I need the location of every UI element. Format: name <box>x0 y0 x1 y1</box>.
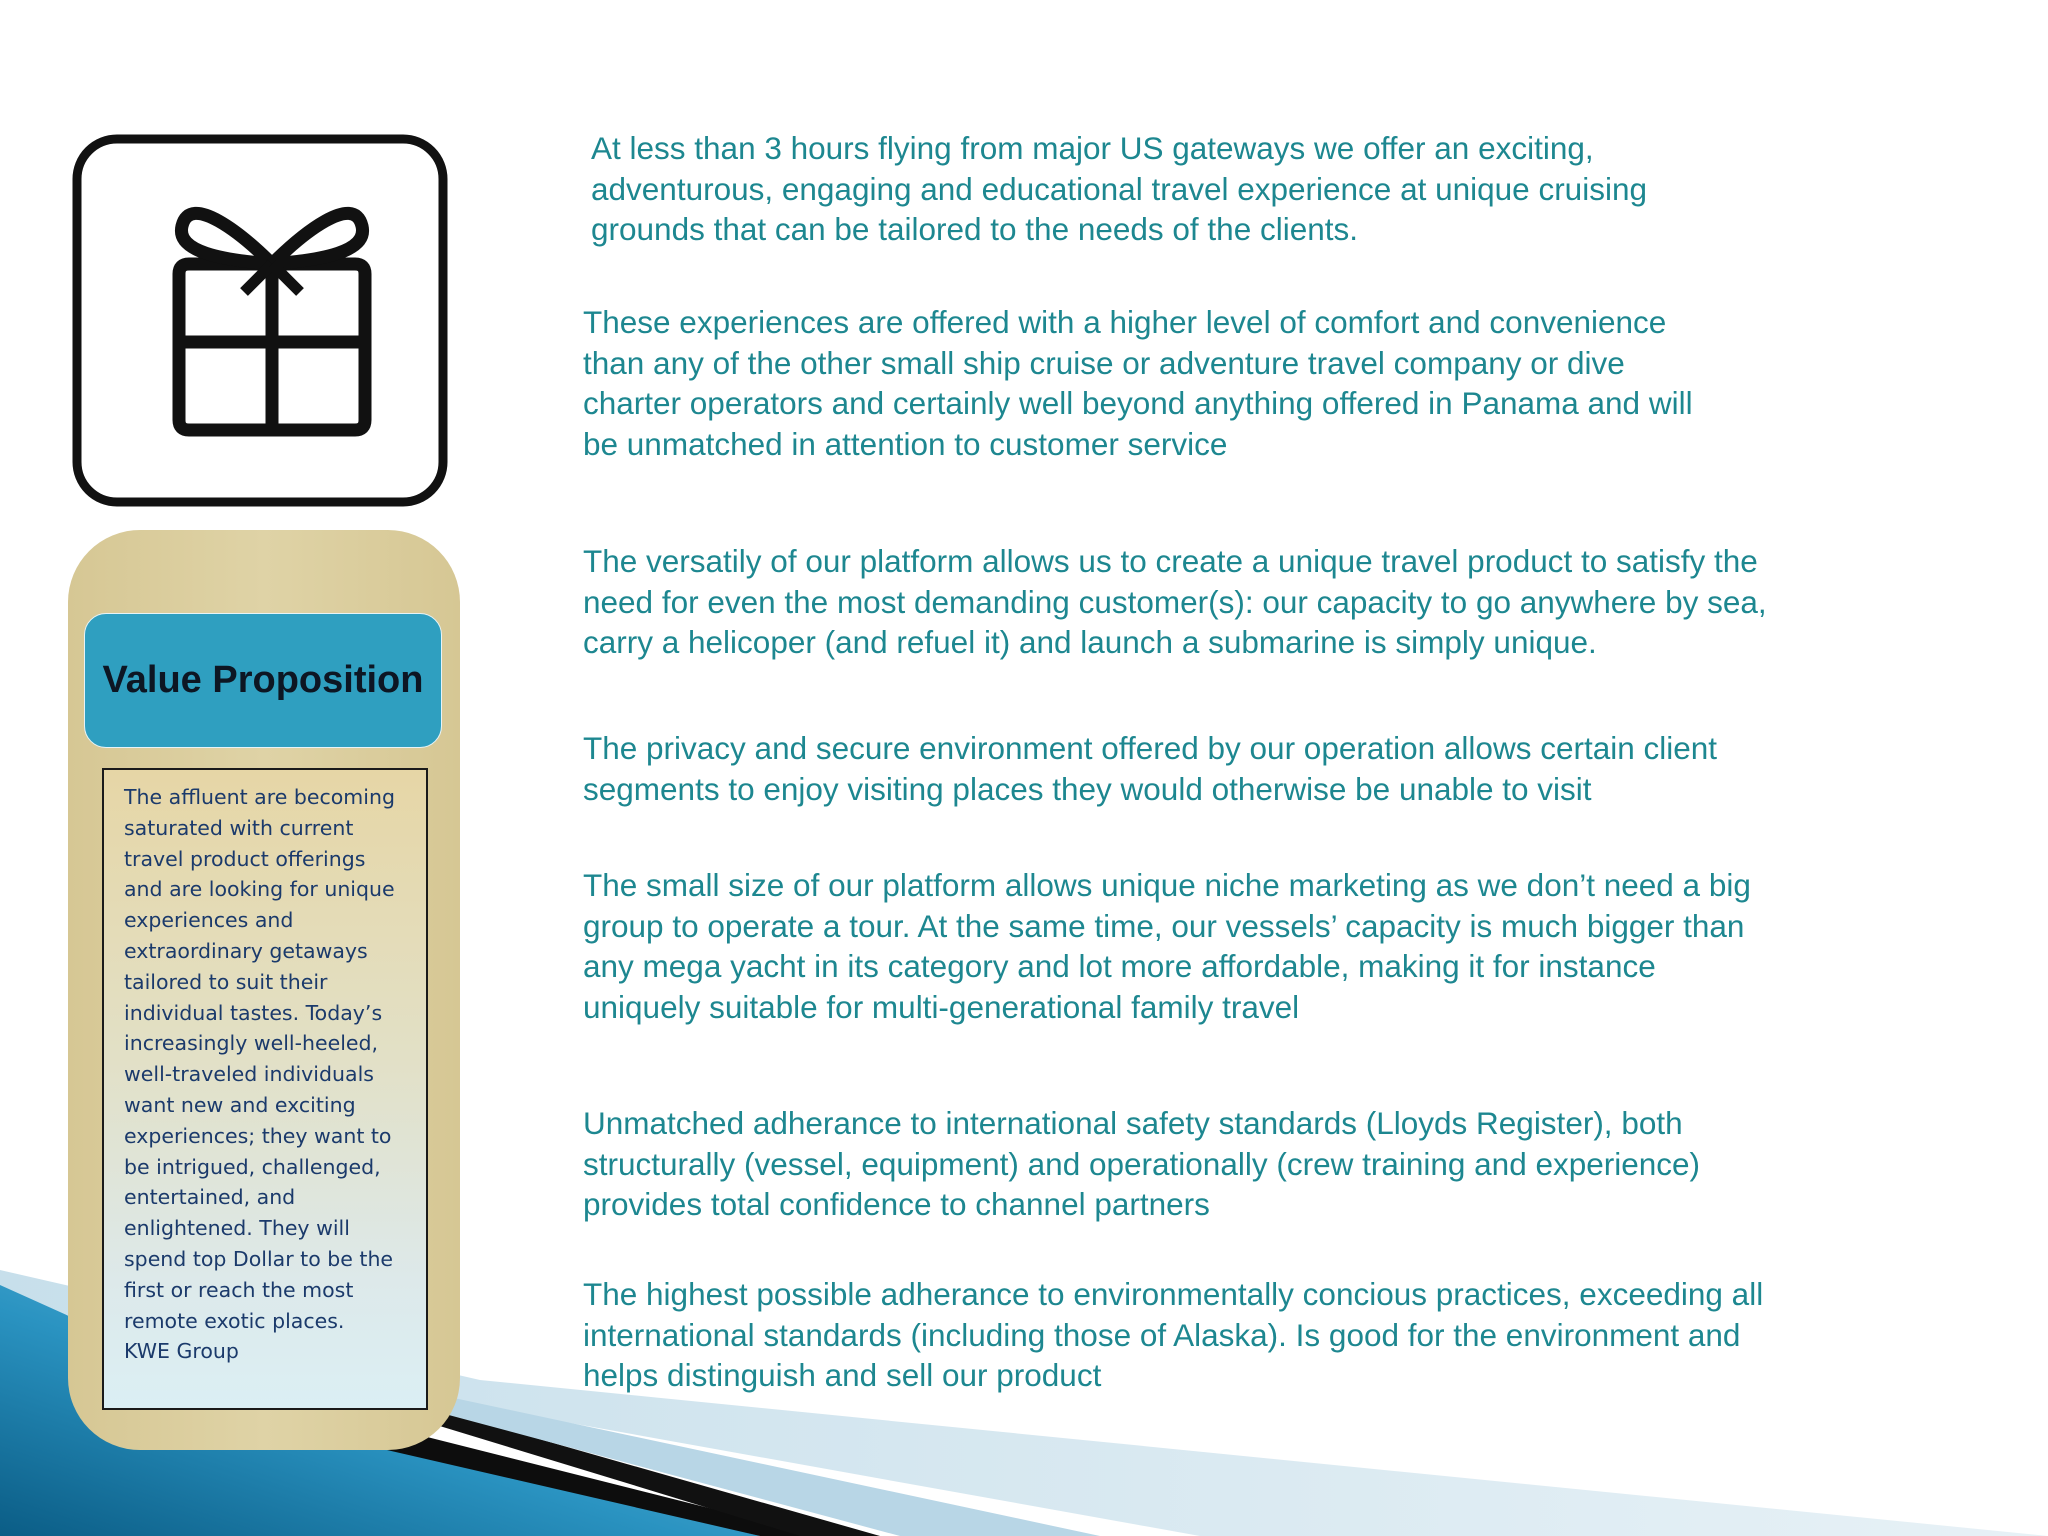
paragraph-line: than any of the other small ship cruise or adventure travel company or dive <box>583 344 1625 381</box>
paragraph-environment <box>583 1274 1913 1396</box>
paragraph-line: The small size of our platform allows unique niche marketing as we don’t need a big <box>583 867 1751 903</box>
paragraph-line: These experiences are offered with a higher level of comfort and convenience <box>583 304 1667 340</box>
paragraph-line: structurally (vessel, equipment) and operationally (crew training and experience) <box>583 1145 1701 1182</box>
paragraph-line: international standards (including those of Alaska). Is good for the environment and <box>583 1316 1741 1353</box>
vp-line: travel product offerings <box>124 846 366 871</box>
paragraph-travel-experience <box>591 128 1921 250</box>
paragraph-privacy <box>583 728 1913 809</box>
vp-line: spend top Dollar to be the <box>124 1246 394 1271</box>
paragraph-line: uniquely suitable for multi-generational family travel <box>583 989 1300 1026</box>
vp-line: well-traveled individuals <box>124 1062 374 1087</box>
paragraph-versatility <box>583 541 1913 663</box>
vp-line: and are looking for unique <box>124 877 395 902</box>
vp-line: extraordinary getaways <box>124 938 368 963</box>
vp-line: The affluent are becoming <box>124 785 395 809</box>
paragraph-line: helps distinguish and sell our product <box>583 1357 1102 1394</box>
vp-line: remote exotic places. <box>124 1308 345 1333</box>
paragraph-line: any mega yacht in its category and lot more affordable, making it for instance <box>583 948 1656 985</box>
value-proposition-panel <box>68 530 460 1450</box>
paragraph-line: adventurous, engaging and educational travel experience at unique cruising <box>591 170 1647 207</box>
value-proposition-header <box>84 613 442 748</box>
vp-line: experiences and <box>124 908 294 933</box>
gift-icon <box>72 134 450 507</box>
paragraph-line: The privacy and secure environment offered by our operation allows certain client <box>583 730 1718 766</box>
paragraph-line: Unmatched adherance to international safety standards (Lloyds Register), both <box>583 1105 1683 1141</box>
vp-line: saturated with current <box>124 815 354 840</box>
paragraph-comfort <box>583 302 1913 465</box>
paragraph-line: carry a helicoper (and refuel it) and launch a submarine is simply unique. <box>583 624 1597 661</box>
paragraph-line: The versatily of our platform allows us to create a unique travel product to satisfy the <box>583 543 1758 579</box>
value-proposition-text-box <box>102 768 428 1410</box>
paragraph-small-size <box>583 865 1913 1028</box>
value-proposition-text <box>124 782 408 1367</box>
paragraph-line: grounds that can be tailored to the needs of the clients. <box>591 211 1359 248</box>
vp-line: KWE Group <box>124 1339 239 1364</box>
vp-line: first or reach the most <box>124 1277 354 1302</box>
paragraph-line: need for even the most demanding customer(s): our capacity to go anywhere by sea, <box>583 583 1767 620</box>
vp-line: individual tastes. Today’s <box>124 1000 383 1025</box>
vp-line: want new and exciting <box>124 1092 356 1117</box>
value-proposition-title: Value Proposition <box>102 659 424 701</box>
paragraph-line: charter operators and certainly well beyond anything offered in Panama and will <box>583 385 1693 422</box>
paragraph-line: be unmatched in attention to customer service <box>583 426 1228 463</box>
vp-line: be intrigued, challenged, <box>124 1154 381 1179</box>
vp-line: experiences; they want to <box>124 1123 392 1148</box>
paragraph-line: The highest possible adherance to environmentally concious practices, exceeding all <box>583 1276 1764 1312</box>
vp-line: entertained, and <box>124 1185 296 1210</box>
paragraph-line: provides total confidence to channel partners <box>583 1186 1210 1223</box>
paragraph-safety <box>583 1103 1913 1225</box>
vp-line: enlightened. They will <box>124 1216 350 1241</box>
paragraph-line: At less than 3 hours flying from major US gateways we offer an exciting, <box>591 130 1594 166</box>
paragraph-line: segments to enjoy visiting places they would otherwise be unable to visit <box>583 770 1592 807</box>
vp-line: increasingly well-heeled, <box>124 1031 379 1056</box>
vp-line: tailored to suit their <box>124 969 328 994</box>
paragraph-line: group to operate a tour. At the same time, our vessels’ capacity is much bigger than <box>583 907 1745 944</box>
